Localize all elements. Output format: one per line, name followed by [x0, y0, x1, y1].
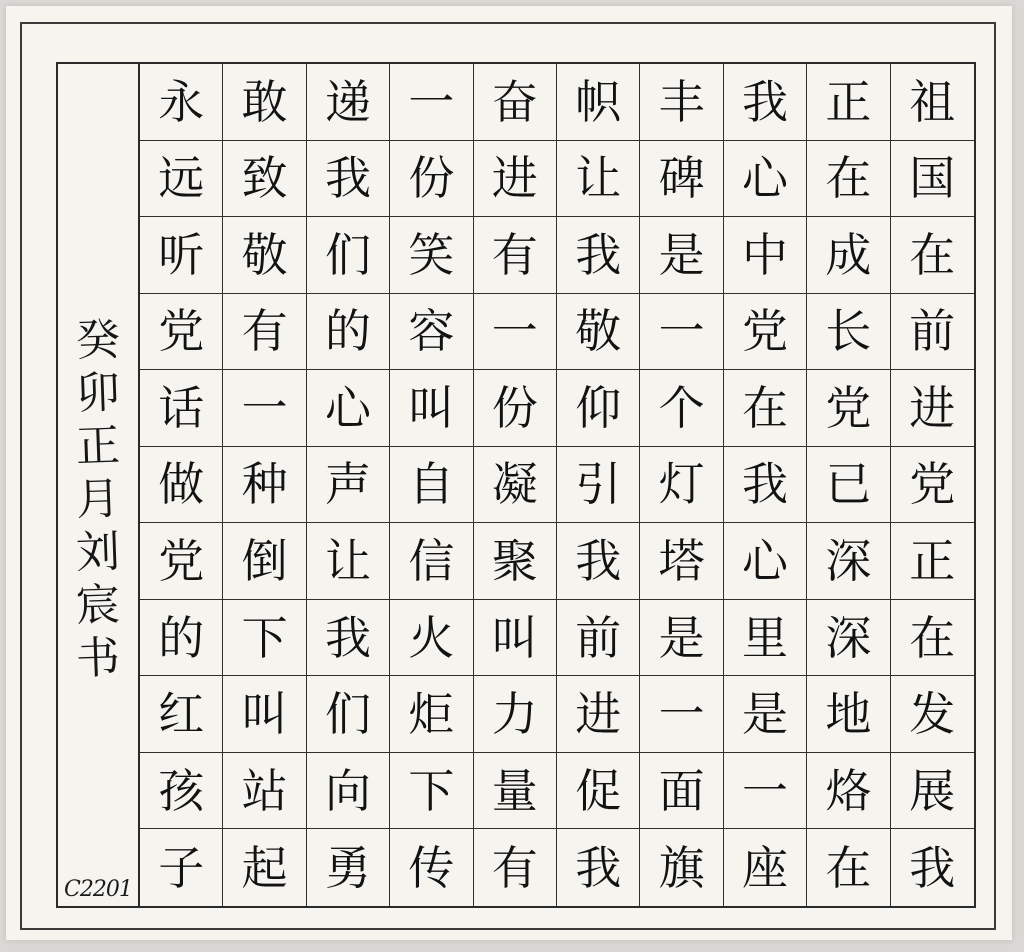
- grid-cell: 份: [474, 370, 557, 447]
- signature-char: 癸: [75, 314, 121, 367]
- grid-cell: 前: [891, 294, 974, 371]
- grid-cell: 一: [640, 294, 723, 371]
- grid-cell: 里: [724, 600, 807, 677]
- calligraphy-grid-frame: [56, 62, 976, 908]
- signature-char: 书: [75, 632, 121, 685]
- grid-cell: 面: [640, 753, 723, 830]
- grid-cell: 地: [807, 676, 890, 753]
- grid-cell: 烙: [807, 753, 890, 830]
- grid-cell: 进: [891, 370, 974, 447]
- grid-cell: 在: [891, 600, 974, 677]
- sheet-code: C2201: [64, 877, 132, 902]
- grid-cell: 国: [891, 141, 974, 218]
- grid-cell: 声: [307, 447, 390, 524]
- grid-cell: 前: [557, 600, 640, 677]
- grid-cell: 们: [307, 676, 390, 753]
- grid-cell: 长: [807, 294, 890, 371]
- grid-cell: 深: [807, 600, 890, 677]
- grid-cell: 敢: [223, 64, 306, 141]
- grid-cell: 笑: [390, 217, 473, 294]
- grid-cell: 站: [223, 753, 306, 830]
- grid-cell: 引: [557, 447, 640, 524]
- grid-cell: 仰: [557, 370, 640, 447]
- grid-cell: 碑: [640, 141, 723, 218]
- signature-inscription: [58, 314, 138, 685]
- signature-char: 刘: [75, 526, 121, 579]
- grid-cell: 灯: [640, 447, 723, 524]
- signature-column: [58, 64, 140, 906]
- grid-cell: 永: [140, 64, 223, 141]
- signature-char: 宸: [75, 579, 121, 632]
- grid-cell: 子: [140, 829, 223, 906]
- grid-cell: 话: [140, 370, 223, 447]
- grid-cell: 凝: [474, 447, 557, 524]
- grid-cell: 进: [474, 141, 557, 218]
- grid-cell: 在: [807, 141, 890, 218]
- grid-cell: 们: [307, 217, 390, 294]
- grid-cell: 红: [140, 676, 223, 753]
- grid-cell: 有: [474, 829, 557, 906]
- grid-cell: 炬: [390, 676, 473, 753]
- grid-cell: 一: [724, 753, 807, 830]
- grid-cell: 一: [223, 370, 306, 447]
- grid-cell: 进: [557, 676, 640, 753]
- grid-cell: 是: [640, 217, 723, 294]
- grid-cell: 聚: [474, 523, 557, 600]
- grid-cell: 我: [557, 523, 640, 600]
- grid-cell: 让: [307, 523, 390, 600]
- grid-cell: 我: [307, 141, 390, 218]
- grid-cell: 帜: [557, 64, 640, 141]
- grid-cell: 深: [807, 523, 890, 600]
- grid-cell: 一: [474, 294, 557, 371]
- grid-cell: 量: [474, 753, 557, 830]
- grid-cell: 座: [724, 829, 807, 906]
- grid-cell: 在: [807, 829, 890, 906]
- grid-cell: 孩: [140, 753, 223, 830]
- grid-cell: 火: [390, 600, 473, 677]
- grid-cell: 一: [390, 64, 473, 141]
- grid-cell: 份: [390, 141, 473, 218]
- grid-cell: 下: [390, 753, 473, 830]
- grid-cell: 听: [140, 217, 223, 294]
- grid-cell: 党: [140, 523, 223, 600]
- paper-sheet: [6, 6, 1012, 940]
- grid-cell: 倒: [223, 523, 306, 600]
- grid-cell: 正: [807, 64, 890, 141]
- grid-cell: 信: [390, 523, 473, 600]
- grid-cell: 党: [891, 447, 974, 524]
- grid-cell: 正: [891, 523, 974, 600]
- grid-cell: 我: [557, 829, 640, 906]
- grid-cell: 党: [724, 294, 807, 371]
- grid-cell: 我: [724, 64, 807, 141]
- grid-cell: 心: [724, 141, 807, 218]
- grid-cell: 在: [724, 370, 807, 447]
- grid-cell: 向: [307, 753, 390, 830]
- grid-cell: 是: [724, 676, 807, 753]
- grid-cell: 致: [223, 141, 306, 218]
- grid-cell: 党: [807, 370, 890, 447]
- grid-cell: 自: [390, 447, 473, 524]
- grid-cell: 一: [640, 676, 723, 753]
- grid-cell: 塔: [640, 523, 723, 600]
- grid-cell: 我: [909, 840, 956, 895]
- grid-cell: 在: [891, 217, 974, 294]
- grid-cell: 下: [223, 600, 306, 677]
- grid-cell: 我: [724, 447, 807, 524]
- grid-cell: 递: [307, 64, 390, 141]
- grid-cell: 的: [307, 294, 390, 371]
- grid-cell: 容: [390, 294, 473, 371]
- grid-cell: 发: [891, 676, 974, 753]
- grid-cell: 我: [557, 217, 640, 294]
- signature-char: 月: [75, 473, 121, 526]
- grid-cell: 已: [807, 447, 890, 524]
- grid-cell: 我: [307, 600, 390, 677]
- grid-cell: 起: [223, 829, 306, 906]
- grid-cell: 勇: [307, 829, 390, 906]
- grid-cell: 丰: [640, 64, 723, 141]
- grid-cell: 力: [474, 676, 557, 753]
- grid-cell: 远: [140, 141, 223, 218]
- grid-cell: 促: [557, 753, 640, 830]
- signature-char: 正: [75, 420, 121, 473]
- grid-cell: 个: [640, 370, 723, 447]
- grid-cell: 敬: [557, 294, 640, 371]
- grid-cell: 心: [724, 523, 807, 600]
- grid-cell: 做: [140, 447, 223, 524]
- grid-cell: 奋: [474, 64, 557, 141]
- grid-cell: 让: [557, 141, 640, 218]
- grid-cell: 叫: [223, 676, 306, 753]
- grid-cell: 叫: [390, 370, 473, 447]
- grid-cell: 成: [807, 217, 890, 294]
- grid-cell: 叫: [474, 600, 557, 677]
- grid-cell: 旗: [640, 829, 723, 906]
- signature-char: 卯: [75, 367, 121, 420]
- grid-cell: 传: [390, 829, 473, 906]
- grid-cell: 有: [474, 217, 557, 294]
- grid-cell: 展: [891, 753, 974, 830]
- grid-cell: 心: [307, 370, 390, 447]
- grid-cell: 党: [140, 294, 223, 371]
- grid-cell: 的: [140, 600, 223, 677]
- character-grid: [140, 64, 974, 906]
- grid-cell: 种: [223, 447, 306, 524]
- grid-cell: 有: [223, 294, 306, 371]
- grid-cell: 是: [640, 600, 723, 677]
- grid-cell: 祖: [891, 64, 974, 141]
- grid-cell: 敬: [223, 217, 306, 294]
- grid-cell: 中: [724, 217, 807, 294]
